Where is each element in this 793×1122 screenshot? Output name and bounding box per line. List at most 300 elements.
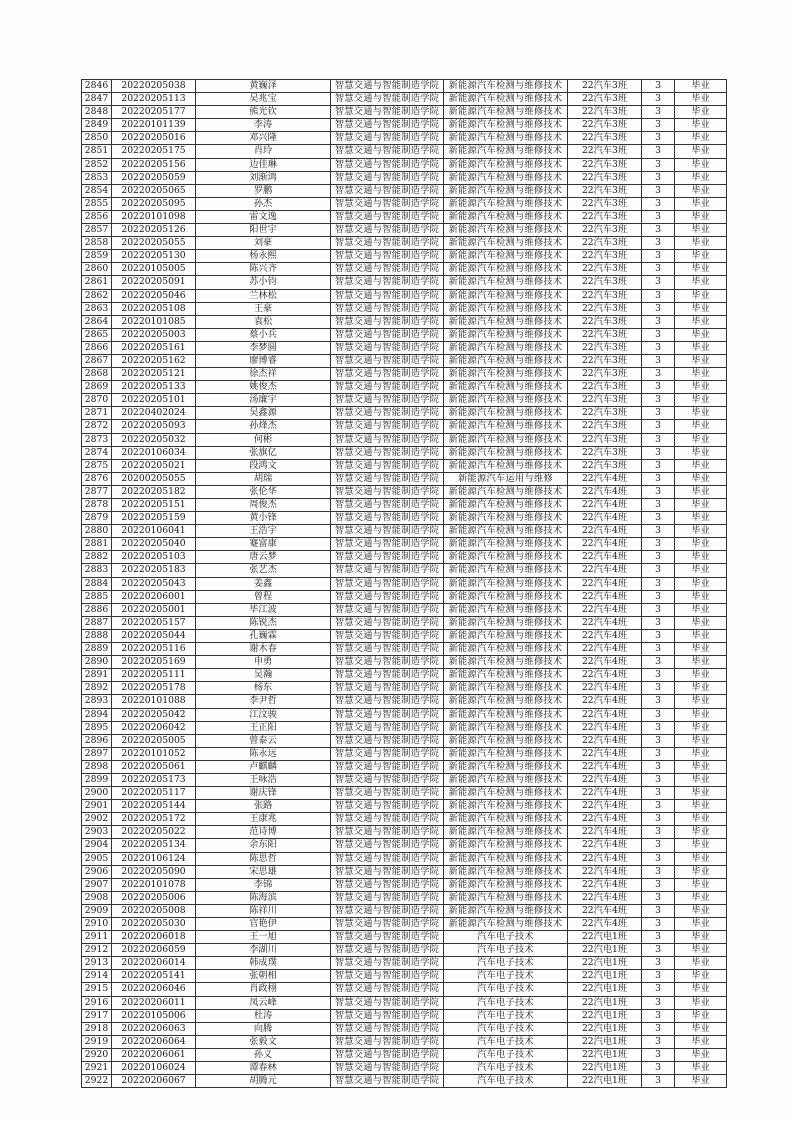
row-number-cell: 2852 xyxy=(82,158,112,171)
college-cell: 智慧交通与智能制造学院 xyxy=(331,918,444,931)
status-cell: 毕业 xyxy=(675,1062,727,1075)
status-cell: 毕业 xyxy=(675,420,727,433)
student-id-cell: 20220205183 xyxy=(112,564,196,577)
college-cell: 智慧交通与智能制造学院 xyxy=(331,904,444,917)
table-row xyxy=(82,931,727,944)
student-id-cell: 20220205126 xyxy=(112,224,196,237)
college-cell: 智慧交通与智能制造学院 xyxy=(331,132,444,145)
major-cell: 新能源汽车检测与维修技术 xyxy=(444,852,568,865)
table-row xyxy=(82,184,727,197)
student-name-cell: 卢麒麟 xyxy=(196,760,331,773)
status-cell: 毕业 xyxy=(675,354,727,367)
student-id-cell: 20220205021 xyxy=(112,459,196,472)
row-number-cell: 2903 xyxy=(82,826,112,839)
status-cell: 毕业 xyxy=(675,695,727,708)
table-row xyxy=(82,407,727,420)
years-cell: 3 xyxy=(642,276,675,289)
years-cell: 3 xyxy=(642,957,675,970)
class-cell: 22汽车3班 xyxy=(568,354,642,367)
class-cell: 22汽车3班 xyxy=(568,210,642,223)
student-name-cell: 张朝相 xyxy=(196,970,331,983)
row-number-cell: 2921 xyxy=(82,1062,112,1075)
student-id-cell: 20220205032 xyxy=(112,433,196,446)
student-name-cell: 胡瑞 xyxy=(196,472,331,485)
roster-body xyxy=(82,80,727,1088)
student-name-cell: 姚俊杰 xyxy=(196,381,331,394)
student-name-cell: 刘渐鸿 xyxy=(196,171,331,184)
years-cell: 3 xyxy=(642,93,675,106)
status-cell: 毕业 xyxy=(675,643,727,656)
status-cell: 毕业 xyxy=(675,512,727,525)
status-cell: 毕业 xyxy=(675,315,727,328)
student-id-cell: 20220205159 xyxy=(112,512,196,525)
major-cell: 新能源汽车检测与维修技术 xyxy=(444,682,568,695)
row-number-cell: 2886 xyxy=(82,603,112,616)
major-cell: 新能源汽车检测与维修技术 xyxy=(444,237,568,250)
major-cell: 新能源汽车检测与维修技术 xyxy=(444,656,568,669)
college-cell: 智慧交通与智能制造学院 xyxy=(331,1022,444,1035)
major-cell: 新能源汽车检测与维修技术 xyxy=(444,603,568,616)
row-number-cell: 2875 xyxy=(82,459,112,472)
row-number-cell: 2854 xyxy=(82,184,112,197)
table-row xyxy=(82,525,727,538)
table-row xyxy=(82,1075,727,1088)
row-number-cell: 2849 xyxy=(82,119,112,132)
student-id-cell: 20220206011 xyxy=(112,996,196,1009)
status-cell: 毕业 xyxy=(675,472,727,485)
table-row xyxy=(82,773,727,786)
row-number-cell: 2891 xyxy=(82,669,112,682)
class-cell: 22汽车4班 xyxy=(568,577,642,590)
class-cell: 22汽车3班 xyxy=(568,433,642,446)
student-name-cell: 陈兴齐 xyxy=(196,263,331,276)
row-number-cell: 2920 xyxy=(82,1048,112,1061)
status-cell: 毕业 xyxy=(675,616,727,629)
years-cell: 3 xyxy=(642,1035,675,1048)
roster-sheet xyxy=(81,79,726,1088)
status-cell: 毕业 xyxy=(675,1009,727,1022)
major-cell: 新能源汽车检测与维修技术 xyxy=(444,263,568,276)
table-row xyxy=(82,93,727,106)
status-cell: 毕业 xyxy=(675,276,727,289)
years-cell: 3 xyxy=(642,904,675,917)
student-id-cell: 20220101098 xyxy=(112,210,196,223)
college-cell: 智慧交通与智能制造学院 xyxy=(331,145,444,158)
row-number-cell: 2855 xyxy=(82,197,112,210)
table-row xyxy=(82,106,727,119)
major-cell: 新能源汽车检测与维修技术 xyxy=(444,341,568,354)
class-cell: 22汽电1班 xyxy=(568,1009,642,1022)
student-id-cell: 20220206063 xyxy=(112,1022,196,1035)
table-row xyxy=(82,878,727,891)
student-name-cell: 张艺杰 xyxy=(196,564,331,577)
years-cell: 3 xyxy=(642,787,675,800)
major-cell: 新能源汽车检测与维修技术 xyxy=(444,616,568,629)
major-cell: 新能源汽车检测与维修技术 xyxy=(444,289,568,302)
row-number-cell: 2908 xyxy=(82,891,112,904)
college-cell: 智慧交通与智能制造学院 xyxy=(331,590,444,603)
student-name-cell: 江汶骏 xyxy=(196,708,331,721)
class-cell: 22汽车3班 xyxy=(568,341,642,354)
college-cell: 智慧交通与智能制造学院 xyxy=(331,656,444,669)
row-number-cell: 2894 xyxy=(82,708,112,721)
major-cell: 新能源汽车检测与维修技术 xyxy=(444,695,568,708)
college-cell: 智慧交通与智能制造学院 xyxy=(331,839,444,852)
student-id-cell: 20220205061 xyxy=(112,760,196,773)
student-name-cell: 袁松 xyxy=(196,315,331,328)
student-id-cell: 20220206042 xyxy=(112,721,196,734)
student-id-cell: 20220206067 xyxy=(112,1075,196,1088)
student-id-cell: 20220205117 xyxy=(112,787,196,800)
college-cell: 智慧交通与智能制造学院 xyxy=(331,354,444,367)
student-id-cell: 20220206001 xyxy=(112,590,196,603)
row-number-cell: 2851 xyxy=(82,145,112,158)
years-cell: 3 xyxy=(642,944,675,957)
major-cell: 汽车电子技术 xyxy=(444,944,568,957)
class-cell: 22汽车4班 xyxy=(568,564,642,577)
class-cell: 22汽电1班 xyxy=(568,957,642,970)
college-cell: 智慧交通与智能制造学院 xyxy=(331,210,444,223)
student-id-cell: 20220205046 xyxy=(112,289,196,302)
class-cell: 22汽车3班 xyxy=(568,420,642,433)
row-number-cell: 2909 xyxy=(82,904,112,917)
row-number-cell: 2892 xyxy=(82,682,112,695)
status-cell: 毕业 xyxy=(675,1022,727,1035)
table-row xyxy=(82,485,727,498)
major-cell: 汽车电子技术 xyxy=(444,1075,568,1088)
table-row xyxy=(82,276,727,289)
college-cell: 智慧交通与智能制造学院 xyxy=(331,669,444,682)
status-cell: 毕业 xyxy=(675,813,727,826)
student-name-cell: 杨永熙 xyxy=(196,250,331,263)
years-cell: 3 xyxy=(642,734,675,747)
status-cell: 毕业 xyxy=(675,944,727,957)
student-id-cell: 20220205133 xyxy=(112,381,196,394)
row-number-cell: 2884 xyxy=(82,577,112,590)
row-number-cell: 2869 xyxy=(82,381,112,394)
student-name-cell: 胡腾元 xyxy=(196,1075,331,1088)
student-id-cell: 20220106041 xyxy=(112,525,196,538)
class-cell: 22汽电1班 xyxy=(568,1048,642,1061)
college-cell: 智慧交通与智能制造学院 xyxy=(331,577,444,590)
major-cell: 新能源汽车检测与维修技术 xyxy=(444,891,568,904)
major-cell: 汽车电子技术 xyxy=(444,1035,568,1048)
years-cell: 3 xyxy=(642,158,675,171)
table-row xyxy=(82,171,727,184)
row-number-cell: 2922 xyxy=(82,1075,112,1088)
student-name-cell: 余东阳 xyxy=(196,839,331,852)
status-cell: 毕业 xyxy=(675,551,727,564)
class-cell: 22汽车3班 xyxy=(568,368,642,381)
table-row xyxy=(82,354,727,367)
table-row xyxy=(82,865,727,878)
table-row xyxy=(82,381,727,394)
years-cell: 3 xyxy=(642,381,675,394)
college-cell: 智慧交通与智能制造学院 xyxy=(331,603,444,616)
years-cell: 3 xyxy=(642,368,675,381)
years-cell: 3 xyxy=(642,446,675,459)
status-cell: 毕业 xyxy=(675,171,727,184)
student-id-cell: 20220206018 xyxy=(112,931,196,944)
college-cell: 智慧交通与智能制造学院 xyxy=(331,119,444,132)
college-cell: 智慧交通与智能制造学院 xyxy=(331,643,444,656)
table-row xyxy=(82,499,727,512)
class-cell: 22汽车4班 xyxy=(568,629,642,642)
status-cell: 毕业 xyxy=(675,904,727,917)
major-cell: 新能源汽车检测与维修技术 xyxy=(444,407,568,420)
class-cell: 22汽车4班 xyxy=(568,695,642,708)
years-cell: 3 xyxy=(642,302,675,315)
class-cell: 22汽车3班 xyxy=(568,250,642,263)
class-cell: 22汽电1班 xyxy=(568,1035,642,1048)
class-cell: 22汽车4班 xyxy=(568,538,642,551)
class-cell: 22汽车3班 xyxy=(568,224,642,237)
row-number-cell: 2847 xyxy=(82,93,112,106)
student-name-cell: 邓兴隆 xyxy=(196,132,331,145)
class-cell: 22汽电1班 xyxy=(568,983,642,996)
college-cell: 智慧交通与智能制造学院 xyxy=(331,512,444,525)
years-cell: 3 xyxy=(642,826,675,839)
college-cell: 智慧交通与智能制造学院 xyxy=(331,682,444,695)
years-cell: 3 xyxy=(642,171,675,184)
status-cell: 毕业 xyxy=(675,407,727,420)
student-id-cell: 20220205065 xyxy=(112,184,196,197)
college-cell: 智慧交通与智能制造学院 xyxy=(331,787,444,800)
student-id-cell: 20220205101 xyxy=(112,394,196,407)
class-cell: 22汽车4班 xyxy=(568,669,642,682)
class-cell: 22汽车3班 xyxy=(568,171,642,184)
row-number-cell: 2897 xyxy=(82,747,112,760)
class-cell: 22汽车4班 xyxy=(568,747,642,760)
student-name-cell: 李涛 xyxy=(196,119,331,132)
status-cell: 毕业 xyxy=(675,485,727,498)
class-cell: 22汽车3班 xyxy=(568,328,642,341)
major-cell: 新能源汽车检测与维修技术 xyxy=(444,499,568,512)
student-id-cell: 20220205003 xyxy=(112,328,196,341)
table-row xyxy=(82,826,727,839)
status-cell: 毕业 xyxy=(675,734,727,747)
class-cell: 22汽车3班 xyxy=(568,381,642,394)
status-cell: 毕业 xyxy=(675,93,727,106)
major-cell: 新能源汽车检测与维修技术 xyxy=(444,80,568,93)
college-cell: 智慧交通与智能制造学院 xyxy=(331,800,444,813)
college-cell: 智慧交通与智能制造学院 xyxy=(331,695,444,708)
major-cell: 新能源汽车检测与维修技术 xyxy=(444,302,568,315)
years-cell: 3 xyxy=(642,813,675,826)
class-cell: 22汽车4班 xyxy=(568,472,642,485)
table-row xyxy=(82,446,727,459)
years-cell: 3 xyxy=(642,394,675,407)
table-row xyxy=(82,760,727,773)
years-cell: 3 xyxy=(642,1009,675,1022)
table-row xyxy=(82,1035,727,1048)
college-cell: 智慧交通与智能制造学院 xyxy=(331,852,444,865)
student-id-cell: 20220106024 xyxy=(112,1062,196,1075)
row-number-cell: 2890 xyxy=(82,656,112,669)
row-number-cell: 2880 xyxy=(82,525,112,538)
college-cell: 智慧交通与智能制造学院 xyxy=(331,525,444,538)
status-cell: 毕业 xyxy=(675,341,727,354)
years-cell: 3 xyxy=(642,459,675,472)
college-cell: 智慧交通与智能制造学院 xyxy=(331,263,444,276)
row-number-cell: 2901 xyxy=(82,800,112,813)
table-row xyxy=(82,315,727,328)
row-number-cell: 2870 xyxy=(82,394,112,407)
student-id-cell: 20220105006 xyxy=(112,1009,196,1022)
student-id-cell: 20220205116 xyxy=(112,643,196,656)
student-id-cell: 20220205141 xyxy=(112,970,196,983)
row-number-cell: 2866 xyxy=(82,341,112,354)
row-number-cell: 2883 xyxy=(82,564,112,577)
table-row xyxy=(82,957,727,970)
table-row xyxy=(82,132,727,145)
student-name-cell: 曾泰云 xyxy=(196,734,331,747)
years-cell: 3 xyxy=(642,721,675,734)
student-name-cell: 李梦圆 xyxy=(196,341,331,354)
status-cell: 毕业 xyxy=(675,394,727,407)
major-cell: 新能源汽车检测与维修技术 xyxy=(444,93,568,106)
student-id-cell: 20220205093 xyxy=(112,420,196,433)
table-row xyxy=(82,787,727,800)
status-cell: 毕业 xyxy=(675,708,727,721)
row-number-cell: 2907 xyxy=(82,878,112,891)
student-id-cell: 20220101088 xyxy=(112,695,196,708)
student-name-cell: 徐杰祥 xyxy=(196,368,331,381)
status-cell: 毕业 xyxy=(675,800,727,813)
student-id-cell: 20220205042 xyxy=(112,708,196,721)
class-cell: 22汽车4班 xyxy=(568,708,642,721)
class-cell: 22汽电1班 xyxy=(568,1022,642,1035)
major-cell: 新能源汽车检测与维修技术 xyxy=(444,839,568,852)
student-name-cell: 熊光钦 xyxy=(196,106,331,119)
college-cell: 智慧交通与智能制造学院 xyxy=(331,747,444,760)
status-cell: 毕业 xyxy=(675,184,727,197)
student-name-cell: 陈思哲 xyxy=(196,852,331,865)
class-cell: 22汽车4班 xyxy=(568,800,642,813)
table-row xyxy=(82,302,727,315)
college-cell: 智慧交通与智能制造学院 xyxy=(331,616,444,629)
major-cell: 新能源汽车检测与维修技术 xyxy=(444,904,568,917)
class-cell: 22汽车4班 xyxy=(568,656,642,669)
years-cell: 3 xyxy=(642,1062,675,1075)
years-cell: 3 xyxy=(642,250,675,263)
years-cell: 3 xyxy=(642,1048,675,1061)
student-name-cell: 苏小钧 xyxy=(196,276,331,289)
status-cell: 毕业 xyxy=(675,996,727,1009)
major-cell: 新能源汽车检测与维修技术 xyxy=(444,328,568,341)
college-cell: 智慧交通与智能制造学院 xyxy=(331,368,444,381)
class-cell: 22汽电1班 xyxy=(568,931,642,944)
years-cell: 3 xyxy=(642,197,675,210)
student-id-cell: 20220205169 xyxy=(112,656,196,669)
table-row xyxy=(82,695,727,708)
student-id-cell: 20220205038 xyxy=(112,80,196,93)
years-cell: 3 xyxy=(642,354,675,367)
status-cell: 毕业 xyxy=(675,773,727,786)
row-number-cell: 2858 xyxy=(82,237,112,250)
row-number-cell: 2916 xyxy=(82,996,112,1009)
student-id-cell: 20220205044 xyxy=(112,629,196,642)
major-cell: 新能源汽车检测与维修技术 xyxy=(444,119,568,132)
student-id-cell: 20220205161 xyxy=(112,341,196,354)
student-name-cell: 何彬 xyxy=(196,433,331,446)
major-cell: 新能源汽车检测与维修技术 xyxy=(444,787,568,800)
status-cell: 毕业 xyxy=(675,250,727,263)
status-cell: 毕业 xyxy=(675,237,727,250)
college-cell: 智慧交通与智能制造学院 xyxy=(331,970,444,983)
years-cell: 3 xyxy=(642,643,675,656)
student-name-cell: 张毅文 xyxy=(196,1035,331,1048)
row-number-cell: 2871 xyxy=(82,407,112,420)
college-cell: 智慧交通与智能制造学院 xyxy=(331,459,444,472)
table-row xyxy=(82,341,727,354)
years-cell: 3 xyxy=(642,590,675,603)
years-cell: 3 xyxy=(642,315,675,328)
student-id-cell: 20220205134 xyxy=(112,839,196,852)
student-name-cell: 王豪 xyxy=(196,302,331,315)
table-row xyxy=(82,904,727,917)
years-cell: 3 xyxy=(642,669,675,682)
table-row xyxy=(82,197,727,210)
table-row xyxy=(82,891,727,904)
years-cell: 3 xyxy=(642,407,675,420)
table-row xyxy=(82,289,727,302)
student-id-cell: 20220101078 xyxy=(112,878,196,891)
row-number-cell: 2915 xyxy=(82,983,112,996)
class-cell: 22汽车3班 xyxy=(568,184,642,197)
student-id-cell: 20220205178 xyxy=(112,682,196,695)
status-cell: 毕业 xyxy=(675,826,727,839)
years-cell: 3 xyxy=(642,773,675,786)
years-cell: 3 xyxy=(642,577,675,590)
table-row xyxy=(82,682,727,695)
major-cell: 新能源汽车检测与维修技术 xyxy=(444,250,568,263)
row-number-cell: 2918 xyxy=(82,1022,112,1035)
student-name-cell: 吴兆宝 xyxy=(196,93,331,106)
years-cell: 3 xyxy=(642,564,675,577)
status-cell: 毕业 xyxy=(675,787,727,800)
college-cell: 智慧交通与智能制造学院 xyxy=(331,315,444,328)
status-cell: 毕业 xyxy=(675,891,727,904)
college-cell: 智慧交通与智能制造学院 xyxy=(331,224,444,237)
major-cell: 新能源汽车检测与维修技术 xyxy=(444,420,568,433)
college-cell: 智慧交通与智能制造学院 xyxy=(331,420,444,433)
class-cell: 22汽车3班 xyxy=(568,132,642,145)
status-cell: 毕业 xyxy=(675,289,727,302)
student-id-cell: 20220205059 xyxy=(112,171,196,184)
table-row xyxy=(82,224,727,237)
class-cell: 22汽电1班 xyxy=(568,1062,642,1075)
row-number-cell: 2873 xyxy=(82,433,112,446)
table-row xyxy=(82,669,727,682)
table-row xyxy=(82,616,727,629)
major-cell: 新能源汽车运用与维修 xyxy=(444,472,568,485)
row-number-cell: 2888 xyxy=(82,629,112,642)
row-number-cell: 2893 xyxy=(82,695,112,708)
major-cell: 汽车电子技术 xyxy=(444,1009,568,1022)
college-cell: 智慧交通与智能制造学院 xyxy=(331,106,444,119)
table-row xyxy=(82,813,727,826)
student-name-cell: 曾程 xyxy=(196,590,331,603)
status-cell: 毕业 xyxy=(675,931,727,944)
major-cell: 新能源汽车检测与维修技术 xyxy=(444,590,568,603)
years-cell: 3 xyxy=(642,800,675,813)
student-id-cell: 20220205055 xyxy=(112,237,196,250)
student-name-cell: 蔡小兵 xyxy=(196,328,331,341)
row-number-cell: 2899 xyxy=(82,773,112,786)
class-cell: 22汽车4班 xyxy=(568,603,642,616)
status-cell: 毕业 xyxy=(675,119,727,132)
